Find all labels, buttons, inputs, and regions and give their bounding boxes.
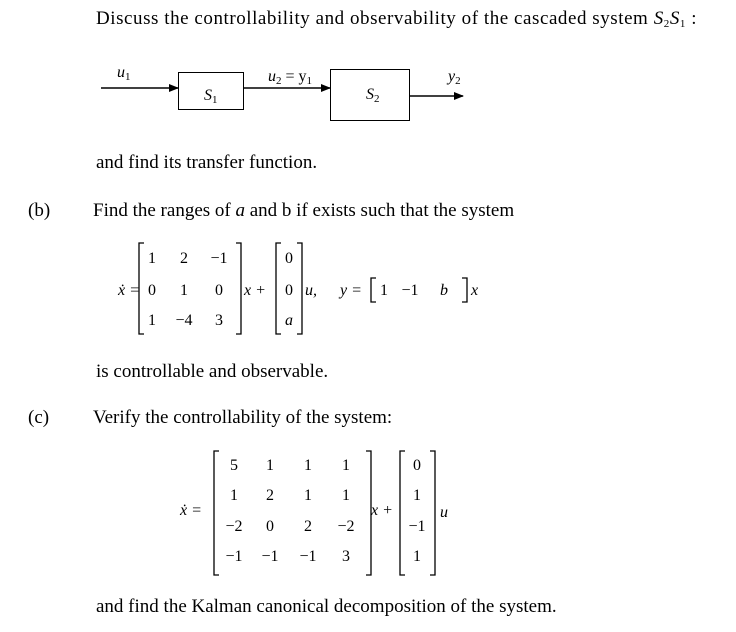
block-s1-s: S xyxy=(204,87,212,104)
b-a-cell: 2 xyxy=(180,250,188,267)
cascade-sub-1: 2 xyxy=(663,18,670,30)
b-a-cell: −1 xyxy=(210,250,228,267)
part-c-text: Verify the controllability of the system: xyxy=(93,407,393,428)
c-b-cell: −1 xyxy=(408,518,426,535)
output-y: y xyxy=(448,68,456,85)
c-a-cell: 2 xyxy=(304,518,312,535)
b-b-cell: 0 xyxy=(285,250,293,267)
c-xdot: ẋ = xyxy=(180,502,202,519)
mid-eq-sub: 1 xyxy=(306,75,313,87)
c-a-cell: 1 xyxy=(230,487,238,504)
c-a-cell: 3 xyxy=(342,548,350,565)
b-a-cell: 0 xyxy=(215,282,223,299)
c-a-cell: −1 xyxy=(299,548,317,565)
b-a-cell: 1 xyxy=(180,282,188,299)
block-s1-sub: 1 xyxy=(212,94,218,106)
mid-u: u xyxy=(268,68,276,85)
c-b-cell: 1 xyxy=(413,487,421,504)
b-x-end: x xyxy=(471,282,479,299)
c-a-cell: −2 xyxy=(225,518,243,535)
cascade-sub-2: 1 xyxy=(679,18,686,30)
part-c-label: (c) xyxy=(28,407,50,428)
c-a-cell: 2 xyxy=(266,487,274,504)
c-u: u xyxy=(440,504,448,521)
c-b-cell: 1 xyxy=(413,548,421,565)
b-u-comma: u, xyxy=(305,282,317,299)
c-a-cell: 0 xyxy=(266,518,274,535)
c-a-cell: −1 xyxy=(261,548,279,565)
b-c-cell: −1 xyxy=(401,282,419,299)
c-a-cell: 1 xyxy=(304,487,312,504)
b-b-cell: 0 xyxy=(285,282,293,299)
mid-u-sub: 2 xyxy=(276,75,282,87)
part-b-text-a: a xyxy=(235,200,245,221)
part-b-text-post: and b if exists such that the system xyxy=(249,200,515,221)
b-a-cell: −4 xyxy=(175,312,193,329)
b-c-cell: b xyxy=(440,282,448,299)
b-a-cell: 0 xyxy=(148,282,156,299)
output-sub: 2 xyxy=(455,75,461,87)
b-a-cell: 1 xyxy=(148,312,156,329)
input-sub: 1 xyxy=(125,71,131,83)
c-a-cell: −1 xyxy=(225,548,243,565)
c-xplus: x + xyxy=(371,502,393,519)
part-b-label: (b) xyxy=(28,200,51,221)
b-xdot: ẋ = xyxy=(118,282,140,299)
c-a-cell: 1 xyxy=(342,487,350,504)
c-a-cell: 1 xyxy=(304,457,312,474)
cascade-s: S xyxy=(653,8,664,29)
block-s2-s: S xyxy=(366,86,374,103)
c-a-cell: 5 xyxy=(230,457,238,474)
b-xplus: x + xyxy=(244,282,266,299)
b-c-cell: 1 xyxy=(380,282,388,299)
part-b-outro: is controllable and observable. xyxy=(96,361,329,382)
b-a-cell: 3 xyxy=(215,312,223,329)
cascade-s2: S xyxy=(669,8,680,29)
c-b-cell: 0 xyxy=(413,457,421,474)
part-a-intro-text: Discuss the controllability and observability of the cascaded system xyxy=(96,8,649,29)
part-a-outro: and find its transfer function. xyxy=(96,152,318,173)
b-y-eq: y = xyxy=(340,282,362,299)
part-c-outro: and find the Kalman canonical decomposition of the system. xyxy=(96,596,557,617)
b-a-cell: 1 xyxy=(148,250,156,267)
part-b-text-pre: Find the ranges of xyxy=(93,200,231,221)
mid-eq: = y xyxy=(285,68,307,85)
c-a-cell: 1 xyxy=(342,457,350,474)
b-b-cell: a xyxy=(285,312,293,329)
input-u: u xyxy=(117,64,125,81)
block-s2-sub: 2 xyxy=(374,93,380,105)
cascade-colon: : xyxy=(691,8,698,29)
c-a-cell: 1 xyxy=(266,457,274,474)
c-a-cell: −2 xyxy=(337,518,355,535)
